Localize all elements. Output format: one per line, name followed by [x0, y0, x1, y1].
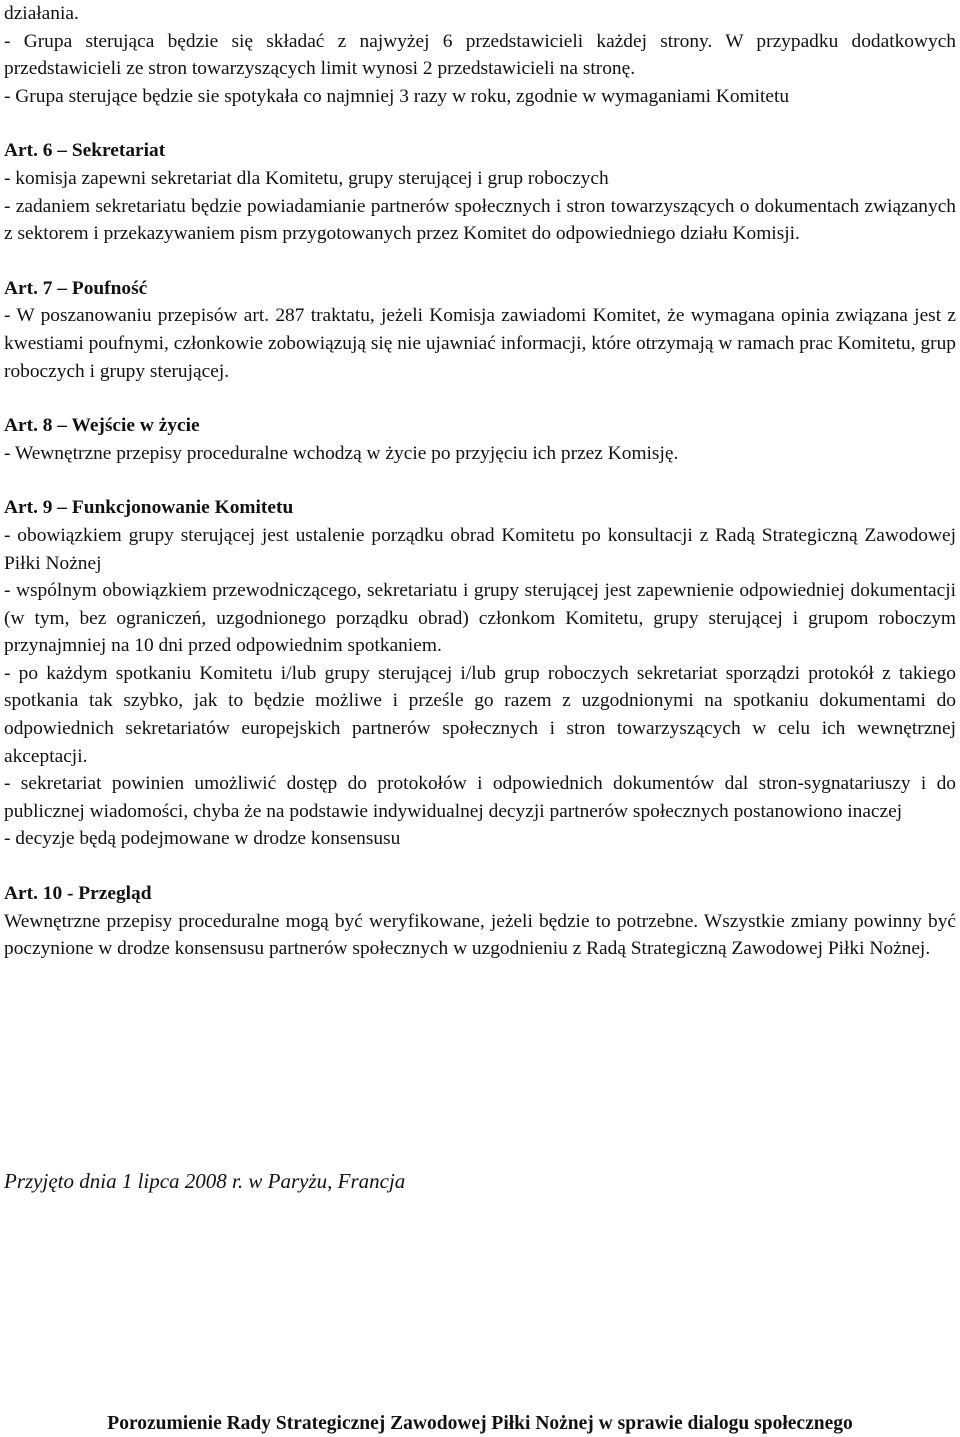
article-9-paragraph-5: - decyzje będą podejmowane w drodze konsensusu [4, 828, 401, 850]
article-9-paragraph-1: - obowiązkiem grupy sterującej jest ustalenie porządku obrad Komitetu po konsultacji z Radą Strategiczną Zawodowej Piłki Nożnej [4, 524, 956, 574]
spacer [4, 467, 956, 494]
article-9-heading: Art. 9 – Funkcjonowanie Komitetu [4, 497, 294, 519]
document-body [4, 0, 956, 963]
article-7-paragraph-1: - W poszanowaniu przepisów art. 287 traktatu, jeżeli Komisja zawiadomi Komitet, że wymagana opinia związana jest z kwestiami poufnymi, członkowie zobowiązują się nie ujawniać informacji, które otrzymają w ramach prac Komitetu, grup roboczych i grupy sterującej. [4, 305, 956, 382]
article-10-paragraph-1: Wewnętrzne przepisy proceduralne mogą być weryfikowane, jeżeli będzie to potrzebne. Wszystkie zmiany powinny być poczynione w drodze konsensusu partnerów społecznych w uzgodnieniu z Radą Strategiczną Zawodowej Piłki Nożnej. [4, 910, 956, 960]
article-6-paragraph-2: - zadaniem sekretariatu będzie powiadamianie partnerów społecznych i stron towarzyszących o dokumentach związanych z sektorem i przekazywaniem pism przygotowanych przez Komitet do odpowiedniego działu Komisji. [4, 195, 956, 245]
article-10-heading: Art. 10 - Przegląd [4, 883, 152, 905]
article-9-paragraph-4: - sekretariat powinien umożliwić dostęp do protokołów i odpowiednich dokumentów dal stron-sygnatariuszy i do publicznej wiadomości, chyba że na podstawie indywidualnej decyzji partnerów społecznych postanowiono inaczej [4, 773, 956, 822]
article-8 [4, 412, 956, 467]
article-8-paragraph-1: - Wewnętrzne przepisy proceduralne wchodzą w życie po przyjęciu ich przez Komisję. [4, 442, 679, 464]
adoption-signature: Przyjęto dnia 1 lipca 2008 r. w Paryżu, Francja [4, 1169, 406, 1193]
article-7-heading: Art. 7 – Poufność [4, 277, 148, 299]
intro-line-1: działania. [4, 3, 79, 24]
article-9 [4, 494, 956, 853]
article-9-paragraph-2: - wspólnym obowiązkiem przewodniczącego, sekretariatu i grupy sterującej jest zapewnienie odpowiedniej dokumentacji (w tym, bez ograniczeń, uzgodnionego porządku obrad) członkom Komitetu, grupy sterującej i grupom roboczym przynajmniej na 10 dni przed odpowiednim spotkaniem. [4, 580, 956, 657]
spacer [4, 110, 956, 137]
article-6 [4, 137, 956, 247]
intro-line-2: - Grupa sterująca będzie się składać z najwyżej 6 przedstawicieli każdej strony. W przypadku dodatkowych przedstawicieli ze stron towarzyszących limit wynosi 2 przedstawicieli na stronę. [4, 30, 956, 80]
article-7 [4, 275, 956, 385]
spacer [4, 385, 956, 412]
article-6-heading: Art. 6 – Sekretariat [4, 140, 166, 162]
article-10 [4, 880, 956, 963]
intro-line-3: - Grupa sterujące będzie sie spotykała co najmniej 3 razy w roku, zgodnie w wymaganiami Komitetu [4, 85, 790, 107]
spacer [4, 853, 956, 880]
article-6-paragraph-1: - komisja zapewni sekretariat dla Komitetu, grupy sterującej i grup roboczych [4, 167, 609, 189]
page-footer: Porozumienie Rady Strategicznej Zawodowej Piłki Nożnej w sprawie dialogu społecznego [107, 1412, 853, 1434]
article-9-paragraph-3: - po każdym spotkaniu Komitetu i/lub grupy sterującej i/lub grup roboczych sekretariat sporządzi protokół z takiego spotkania tak szybko, jak to będzie możliwe i prześle go razem z uzgodnionymi na spotkaniu dokumentami do odpowiednich sekretariatów europejskich partnerów społecznych i stron towarzyszących w celu ich wewnętrznej akceptacji. [4, 662, 956, 767]
article-8-heading: Art. 8 – Wejście w życie [4, 415, 200, 437]
spacer [4, 248, 956, 275]
